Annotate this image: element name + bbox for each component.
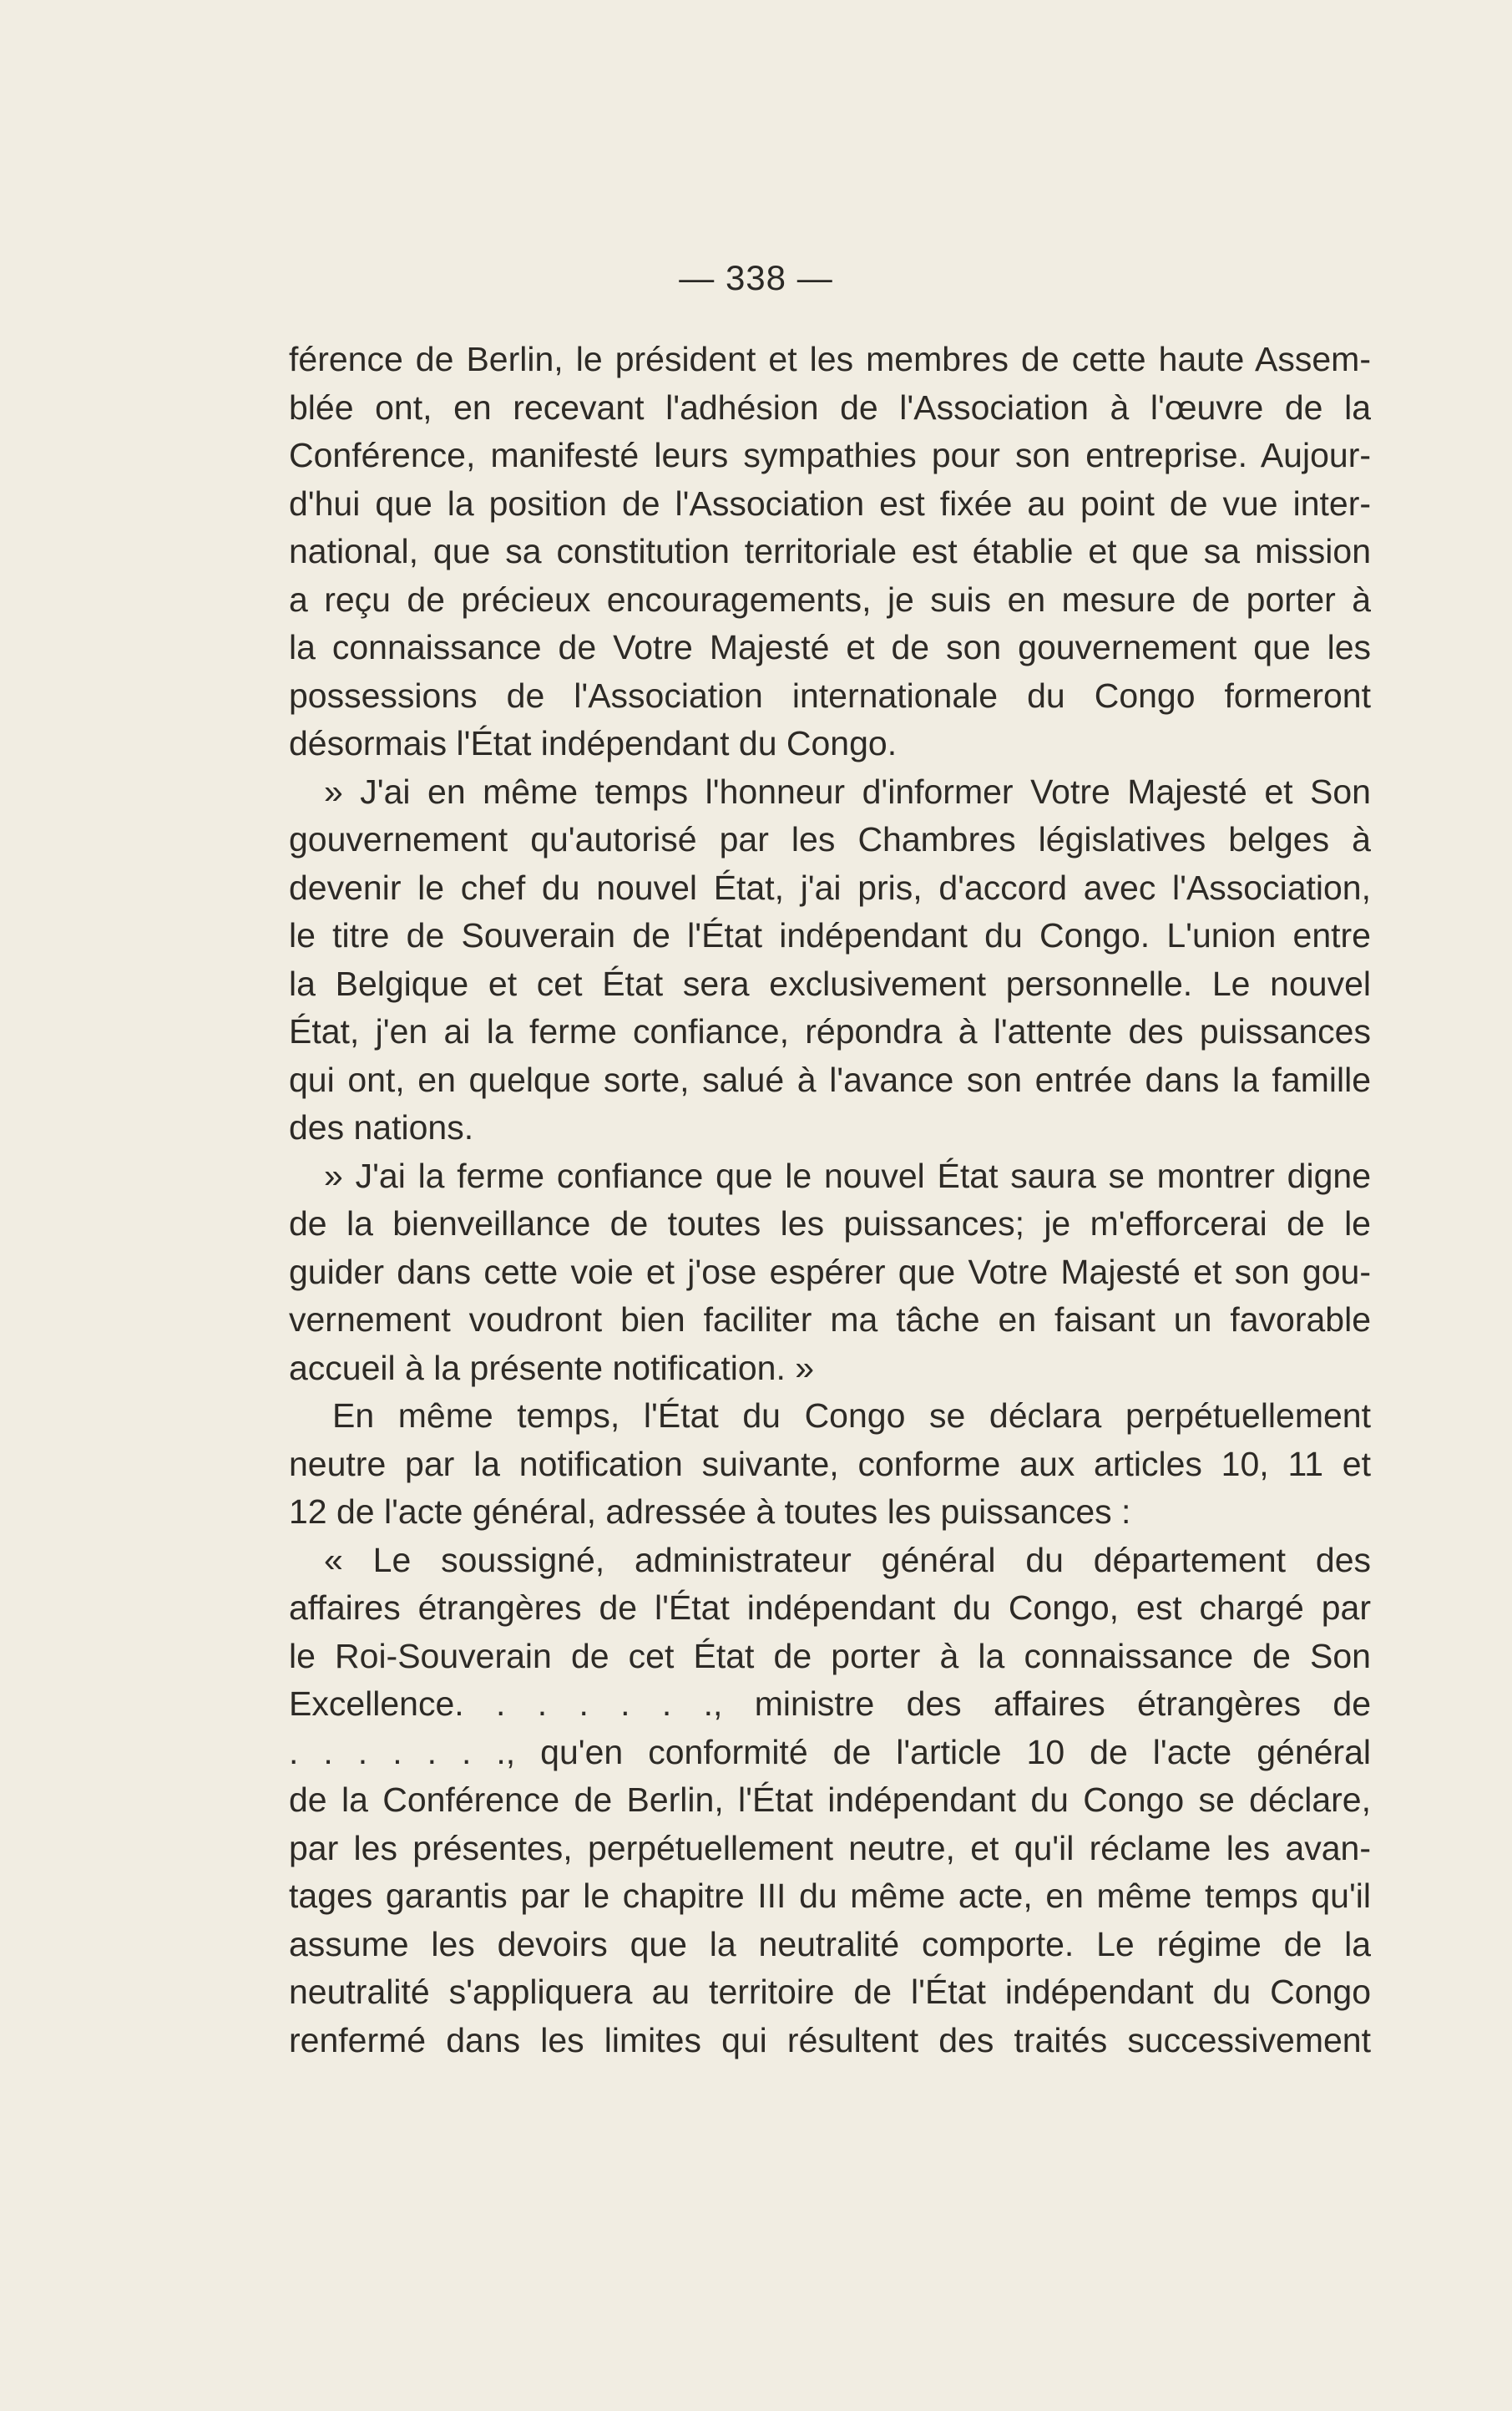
text-line: . . . . . . ., qu'en conformité de l'article 10 de l'acte général [289, 1732, 1371, 1771]
text-line: possessions de l'Association internationale du Congo formeront [289, 676, 1371, 715]
text-line: de la bienveillance de toutes les puissances; je m'efforcerai de le [289, 1204, 1371, 1243]
paragraph-start-line: En même temps, l'État du Congo se déclara perpétuellement [332, 1396, 1371, 1435]
paragraph-start-line: » J'ai en même temps l'honneur d'informer Votre Majesté et Son [324, 772, 1371, 811]
text-line: guider dans cette voie et j'ose espérer que Votre Majesté et son gou- [289, 1252, 1371, 1291]
text-line: devenir le chef du nouvel État, j'ai pris, d'accord avec l'Association, [289, 868, 1371, 907]
text-line: désormais l'État indépendant du Congo. [289, 724, 898, 762]
text-line: accueil à la présente notification. » [289, 1348, 815, 1387]
paragraph-start-line: » J'ai la ferme confiance que le nouvel État saura se montrer digne [324, 1156, 1371, 1195]
text-line: a reçu de précieux encouragements, je suis en mesure de porter à [289, 580, 1371, 619]
text-line: neutre par la notification suivante, conforme aux articles 10, 11 et [289, 1444, 1371, 1483]
text-line: vernement voudront bien faciliter ma tâche en faisant un favorable [289, 1300, 1371, 1339]
text-line: Conférence, manifesté leurs sympathies pour son entreprise. Aujour- [289, 436, 1371, 474]
text-line: d'hui que la position de l'Association est fixée au point de vue inter- [289, 484, 1371, 523]
paragraph-start-line: « Le soussigné, administrateur général du département des [324, 1540, 1371, 1579]
text-line: la connaissance de Votre Majesté et de son gouvernement que les [289, 628, 1371, 666]
text-line: gouvernement qu'autorisé par les Chambres législatives belges à [289, 820, 1371, 859]
text-line: férence de Berlin, le président et les membres de cette haute Assem- [289, 340, 1371, 378]
text-line: neutralité s'appliquera au territoire de l'État indépendant du Congo [289, 1973, 1371, 2011]
text-line: par les présentes, perpétuellement neutre, et qu'il réclame les avan- [289, 1828, 1371, 1867]
page-number: — 338 — [679, 258, 833, 297]
text-line: blée ont, en recevant l'adhésion de l'Association à l'œuvre de la [289, 387, 1371, 427]
text-line: le Roi-Souverain de cet État de porter à la connaissance de Son [289, 1636, 1371, 1675]
text-line: des nations. [289, 1108, 474, 1147]
text-line: État, j'en ai la ferme confiance, répondra à l'attente des puissances [289, 1012, 1371, 1051]
text-line: qui ont, en quelque sorte, salué à l'avance son entrée dans la famille [289, 1060, 1371, 1099]
body-text [289, 336, 1371, 2064]
text-line: renfermé dans les limites qui résultent des traités successivement [289, 2020, 1371, 2059]
text-line: national, que sa constitution territoriale est établie et que sa mission [289, 532, 1371, 570]
text-line: Excellence. . . . . . ., ministre des affaires étrangères de [289, 1684, 1371, 1723]
text-line: 12 de l'acte général, adressée à toutes les puissances : [289, 1492, 1131, 1531]
text-line: la Belgique et cet État sera exclusivement personnelle. Le nouvel [289, 964, 1371, 1003]
text-line: affaires étrangères de l'État indépendant du Congo, est chargé par [289, 1588, 1371, 1627]
text-line: le titre de Souverain de l'État indépendant du Congo. L'union entre [289, 916, 1371, 955]
text-line: tages garantis par le chapitre III du même acte, en même temps qu'il [289, 1877, 1371, 1915]
text-line: assume les devoirs que la neutralité comporte. Le régime de la [289, 1924, 1371, 1963]
text-line: de la Conférence de Berlin, l'État indépendant du Congo se déclare, [289, 1780, 1371, 1819]
